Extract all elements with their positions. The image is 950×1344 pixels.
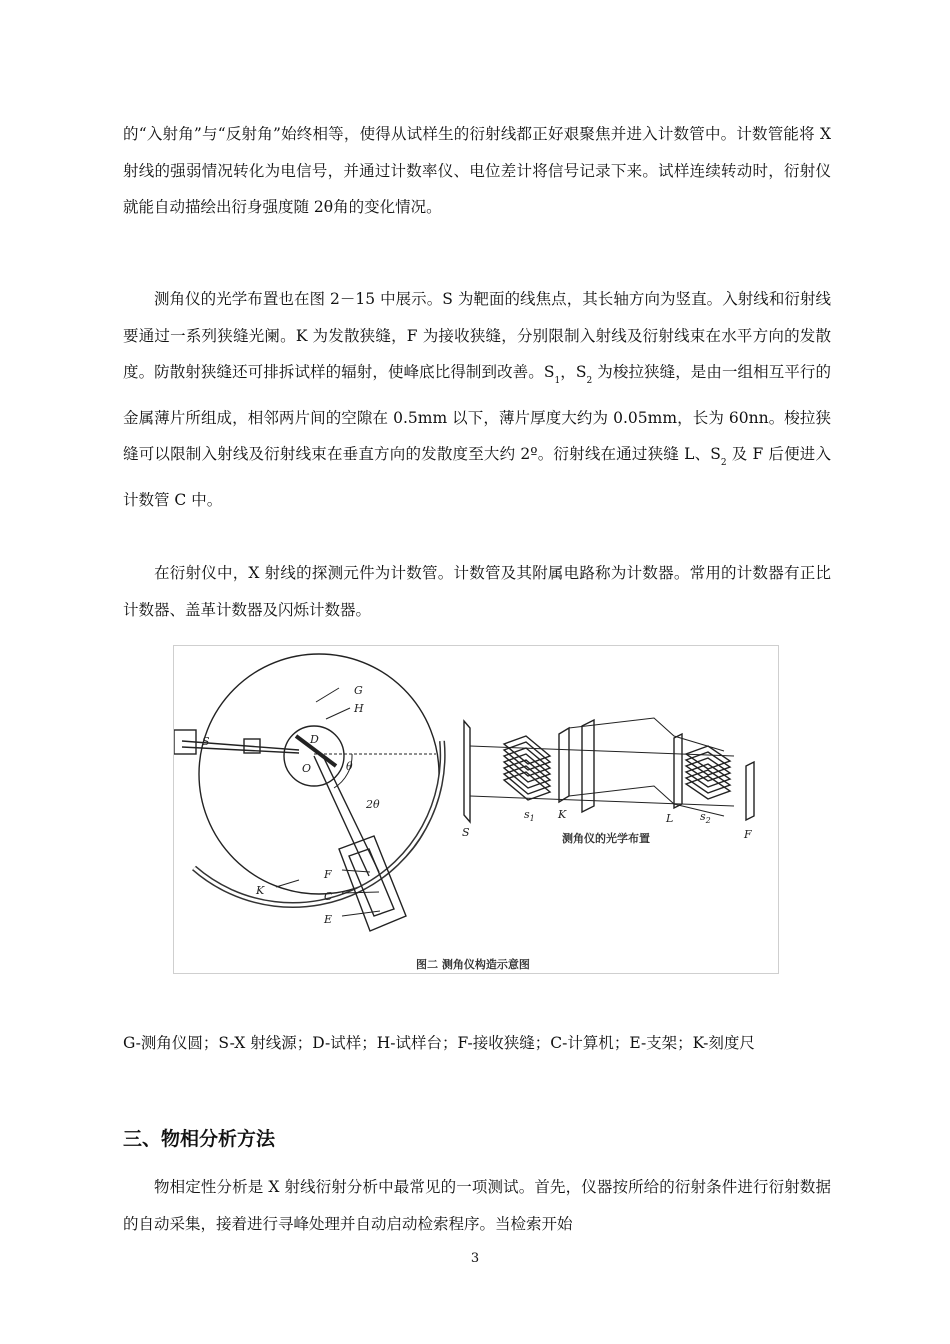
divergence-slit-k bbox=[559, 728, 569, 802]
label-d: D bbox=[310, 733, 319, 746]
paragraph-1: 的“入射角”与“反射角”始终相等，使得从试样生的衍射线都正好艰聚焦并进入计数管中。计数管能将 X 射线的强弱情况转化为电信号，并通过计数率仪、电位差计将信号记录下来。试样连续转动时，衍射仪就能自动描绘出衍身强度随 2θ角的变化情况。 bbox=[123, 125, 831, 216]
label-right-s1: $s_1$ bbox=[524, 808, 535, 823]
paragraph-2-part-d: 及 F 后便进入计数管 C 中。 bbox=[123, 445, 832, 509]
source-slit-plate bbox=[464, 721, 470, 822]
label-s: S bbox=[202, 735, 210, 748]
slit-l bbox=[674, 734, 682, 808]
paragraph-3: 在衍射仪中，X 射线的探测元件为计数管。计数管及其附属电路称为计数器。常用的计数器有正比计数器、盖革计数器及闪烁计数器。 bbox=[123, 564, 831, 619]
label-right-s2: $s_2$ bbox=[700, 810, 711, 825]
label-o: O bbox=[302, 762, 312, 775]
section-heading: 三、物相分析方法 bbox=[123, 1128, 276, 1150]
subscript-s1: 1 bbox=[554, 376, 561, 386]
label-c: C bbox=[324, 890, 333, 903]
soller-slit-s1 bbox=[504, 736, 550, 800]
label-f: F bbox=[324, 868, 332, 881]
label-right-s: S bbox=[462, 826, 470, 839]
label-k: K bbox=[256, 884, 265, 897]
page-number: 3 bbox=[470, 1251, 480, 1266]
label-e: E bbox=[324, 913, 333, 926]
label-g: G bbox=[354, 684, 363, 697]
subscript-s2: 2 bbox=[586, 376, 593, 386]
label-right-l: L bbox=[666, 812, 674, 825]
goniometer-figure bbox=[173, 645, 779, 974]
figure-caption: 图二 测角仪构造示意图 bbox=[416, 958, 530, 971]
paragraph-2-part-b: ，S bbox=[560, 363, 587, 381]
label-theta: θ bbox=[346, 760, 353, 773]
label-two-theta: 2θ bbox=[366, 798, 380, 811]
figure-legend: G-测角仪圆；S-X 射线源；D-试样；H-试样台；F-接收狭缝；C-计算机；E-支架；K-刻度尺 bbox=[123, 1034, 755, 1052]
paragraph-4: 物相定性分析是 X 射线衍射分析中最常见的一项测试。首先，仪器按所给的衍射条件进行衍射数据的自动采集，接着进行寻峰处理并自动启动检索程序。当检索开始 bbox=[123, 1178, 831, 1233]
subscript-s2-second: 2 bbox=[720, 458, 727, 468]
paragraph-2-part-c: 为梭拉狭缝，是由一组相互平行的金属薄片所组成，相邻两片间的空隙在 0.5mm 以下，薄片厚度大约为 0.05mm，长为 60nn。梭拉狭缝可以限制入射线及衍射线束在垂直方向的发散度至大约 2º。衍射线在通过狭缝 L、S bbox=[123, 363, 831, 463]
label-right-f: F bbox=[744, 828, 752, 841]
optical-layout-caption: 测角仪的光学布置 bbox=[562, 832, 650, 845]
receiving-slit-f bbox=[746, 762, 754, 820]
label-right-k: K bbox=[558, 808, 567, 821]
paragraph-2 bbox=[123, 281, 831, 518]
paragraph-2-part-a: 测角仪的光学布置也在图 2－15 中展示。S 为靶面的线焦点，其长轴方向为竖直。入射线和衍射线要通过一系列狭缝光阑。K 为发散狭缝，F 为接收狭缝，分别限制入射线及衍射线束在水平方向的发散度。防散射狭缝还可排拆试样的辐射，使峰底比得制到改善。S bbox=[123, 290, 831, 381]
goniometer-diagram bbox=[174, 646, 778, 973]
label-h: H bbox=[354, 702, 364, 715]
